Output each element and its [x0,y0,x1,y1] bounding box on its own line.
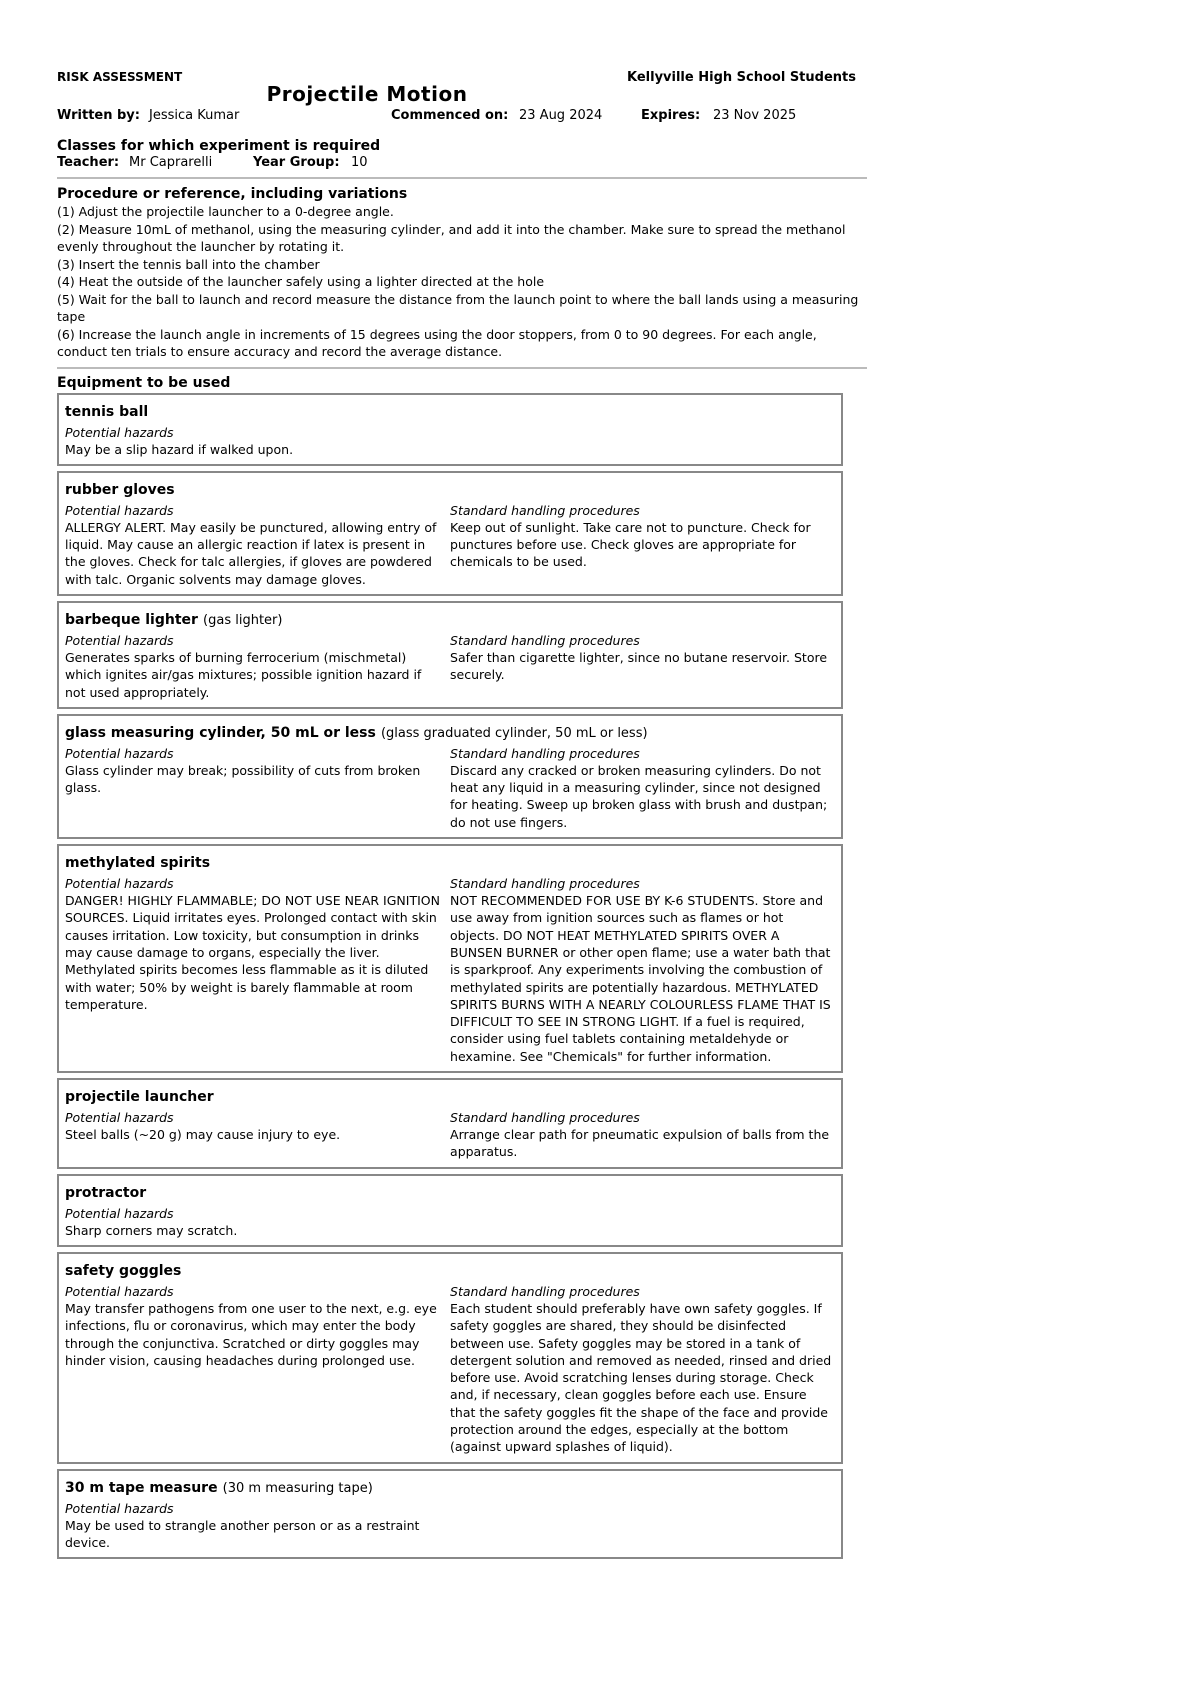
year-group-value: 10 [351,155,368,170]
commenced-value: 23 Aug 2024 [519,108,603,123]
hazards-text: ALLERGY ALERT. May easily be punctured, allowing entry of liquid. May cause an allergic reaction if latex is present in the gloves. Check for talc allergies, if gloves are powdered with talc. Organic solvents may damage gloves. [65,519,437,587]
hazards-text: May be a slip hazard if walked upon. [65,441,294,457]
equipment-name: tennis ball [65,403,149,420]
hazards-label: Potential hazards [65,632,174,648]
equipment-item [57,393,843,466]
page-title: Projectile Motion [266,82,468,106]
divider [57,177,867,179]
equipment-alt-name: (glass graduated cylinder, 50 mL or less) [380,725,648,741]
doc-type-label: RISK ASSESSMENT [57,70,183,84]
handling-text: NOT RECOMMENDED FOR USE BY K-6 STUDENTS. Store and use away from ignition sources such as flames or hot objects. DO NOT HEAT METHYLATED SPIRITS OVER A BUNSEN BURNER or other open flame; use a water bath that is sparkproof. Any experiments involving the combustion of methylated spirits are potentially hazardous. METHYLATED SPIRITS BURNS WITH A NEARLY COLOURLESS FLAME THAT IS DIFFICULT TO SEE IN STRONG LIGHT. If a fuel is required, consider using fuel tablets containing metaldehyde or hexamine. See "Chemicals" for further information. [450,893,831,1064]
divider [57,367,867,369]
equipment-item [57,1469,843,1560]
hazards-text: May be used to strangle another person or as a restraint device. [65,1517,420,1550]
equipment-heading [65,609,835,628]
procedure-step: (5) Wait for the ball to launch and record measure the distance from the launch point to where the ball lands using a measuring tape [57,291,859,324]
risk-assessment-page [57,62,867,1564]
equipment-item [57,1078,843,1169]
equipment-heading [65,1086,835,1105]
hazards-label: Potential hazards [65,1283,174,1299]
meta-row [57,108,867,126]
handling-label: Standard handling procedures [450,1283,640,1299]
hazards-column [65,745,450,831]
hazards-label: Potential hazards [65,502,174,518]
equipment-name: rubber gloves [65,481,175,498]
handling-text: Each student should preferably have own safety goggles. If safety goggles are shared, they should be disinfected between use. Safety goggles may be stored in a tank of detergent solution and removed as needed, rinsed and dried before use. Avoid scratching lenses during storage. Check and, if necessary, clean goggles before each use. Ensure that the safety goggles fit the shape of the face and provide protection around the edges, especially at the bottom (against upward splashes of liquid). [450,1300,832,1455]
handling-text: Discard any cracked or broken measuring cylinders. Do not heat any liquid in a measuring cylinder, since not designed for heating. Sweep up broken glass with brush and dustpan; do not use fingers. [450,762,828,830]
expires-value: 23 Nov 2025 [713,108,797,123]
classes-title: Classes for which experiment is required [57,138,381,154]
school-label: Kellyville High School Students [627,70,856,85]
equipment-heading [65,1477,835,1496]
handling-text: Keep out of sunlight. Take care not to puncture. Check for punctures before use. Check gloves are appropriate for chemicals to be used. [450,519,811,570]
hazards-text: Glass cylinder may break; possibility of cuts from broken glass. [65,762,421,796]
hazards-column [65,502,450,588]
procedure-title: Procedure or reference, including variations [57,186,408,202]
equipment-item [57,471,843,596]
equipment-heading [65,722,835,741]
hazards-label: Potential hazards [65,745,174,761]
hazards-column [65,424,453,458]
equipment-name: projectile launcher [65,1089,214,1106]
handling-label: Standard handling procedures [450,876,640,892]
equipment-name: barbeque lighter [65,611,198,628]
hazards-column [65,1109,450,1161]
handling-column [450,502,835,588]
handling-label: Standard handling procedures [450,745,640,761]
handling-label: Standard handling procedures [450,632,640,648]
handling-column [450,1283,835,1456]
procedure-step: (3) Insert the tennis ball into the chamber [57,256,320,272]
handling-column [450,875,835,1065]
hazards-text: DANGER! HIGHLY FLAMMABLE; DO NOT USE NEAR IGNITION SOURCES. Liquid irritates eyes. Prolonged contact with skin causes irritation. Low toxicity, but consumption in drinks may cause damage to organs, especially the liver. Methylated spirits becomes less flammable as it is diluted with water; 50% by weight is barely flammable at room temperature. [65,893,440,1012]
hazards-label: Potential hazards [65,1110,174,1126]
hazards-column [65,1283,450,1456]
equipment-alt-name: (gas lighter) [203,612,283,628]
equipment-heading [65,1182,835,1201]
hazards-column [65,1205,453,1239]
equipment-name: methylated spirits [65,855,211,872]
procedure-step: (2) Measure 10mL of methanol, using the measuring cylinder, and add it into the chamber. Make sure to spread the methanol evenly throughout the launcher by rotating it. [57,221,846,254]
equipment-item [57,1174,843,1247]
equipment-alt-name: (30 m measuring tape) [222,1480,373,1496]
equipment-item [57,844,843,1073]
equipment-list [57,393,867,1560]
written-by-value: Jessica Kumar [149,108,240,123]
equipment-item [57,714,843,839]
year-group-label: Year Group: [253,155,340,170]
classes-row [57,154,867,171]
equipment-name: glass measuring cylinder, 50 mL or less [65,724,376,741]
expires-label: Expires: [641,108,701,123]
equipment-name: safety goggles [65,1262,182,1279]
hazards-label: Potential hazards [65,1205,174,1221]
handling-column [450,745,835,831]
hazards-column [65,632,450,701]
procedure-step: (6) Increase the launch angle in increments of 15 degrees using the door stoppers, from 0 to 90 degrees. For each angle, conduct ten trials to ensure accuracy and record the average distance. [57,326,817,359]
teacher-value: Mr Caprarelli [129,155,213,170]
hazards-text: May transfer pathogens from one user to the next, e.g. eye infections, flu or coronavirus, which may enter the body through the conjunctiva. Scratched or dirty goggles may hinder vision, causing headaches during prolonged use. [65,1300,437,1368]
handling-text: Safer than cigarette lighter, since no butane reservoir. Store securely. [450,649,828,683]
handling-column [450,1109,835,1161]
written-by-label: Written by: [57,108,140,123]
hazards-text: Generates sparks of burning ferrocerium (mischmetal) which ignites air/gas mixtures; possible ignition hazard if not used appropriately. [65,649,422,700]
procedure-section [57,185,867,361]
equipment-name: protractor [65,1184,147,1201]
handling-label: Standard handling procedures [450,1110,640,1126]
equipment-heading [65,1260,835,1279]
hazards-label: Potential hazards [65,1500,174,1516]
equipment-heading [65,479,835,498]
teacher-label: Teacher: [57,155,120,170]
handling-text: Arrange clear path for pneumatic expulsion of balls from the apparatus. [450,1127,830,1160]
hazards-text: Steel balls (~20 g) may cause injury to eye. [65,1127,341,1143]
hazards-label: Potential hazards [65,876,174,892]
commenced-label: Commenced on: [391,108,509,123]
equipment-name: 30 m tape measure [65,1479,218,1496]
hazards-column [65,1500,453,1552]
equipment-title: Equipment to be used [57,374,231,391]
equipment-item [57,601,843,709]
handling-column [450,632,835,701]
procedure-step: (4) Heat the outside of the launcher safely using a lighter directed at the hole [57,274,545,289]
equipment-item [57,1252,843,1464]
handling-label: Standard handling procedures [450,502,640,518]
hazards-label: Potential hazards [65,424,174,440]
equipment-heading [65,401,835,420]
procedure-step: (1) Adjust the projectile launcher to a 0-degree angle. [57,204,394,219]
document-header [57,62,867,106]
hazards-column [65,875,450,1065]
equipment-heading [65,852,835,871]
hazards-text: Sharp corners may scratch. [65,1222,238,1238]
